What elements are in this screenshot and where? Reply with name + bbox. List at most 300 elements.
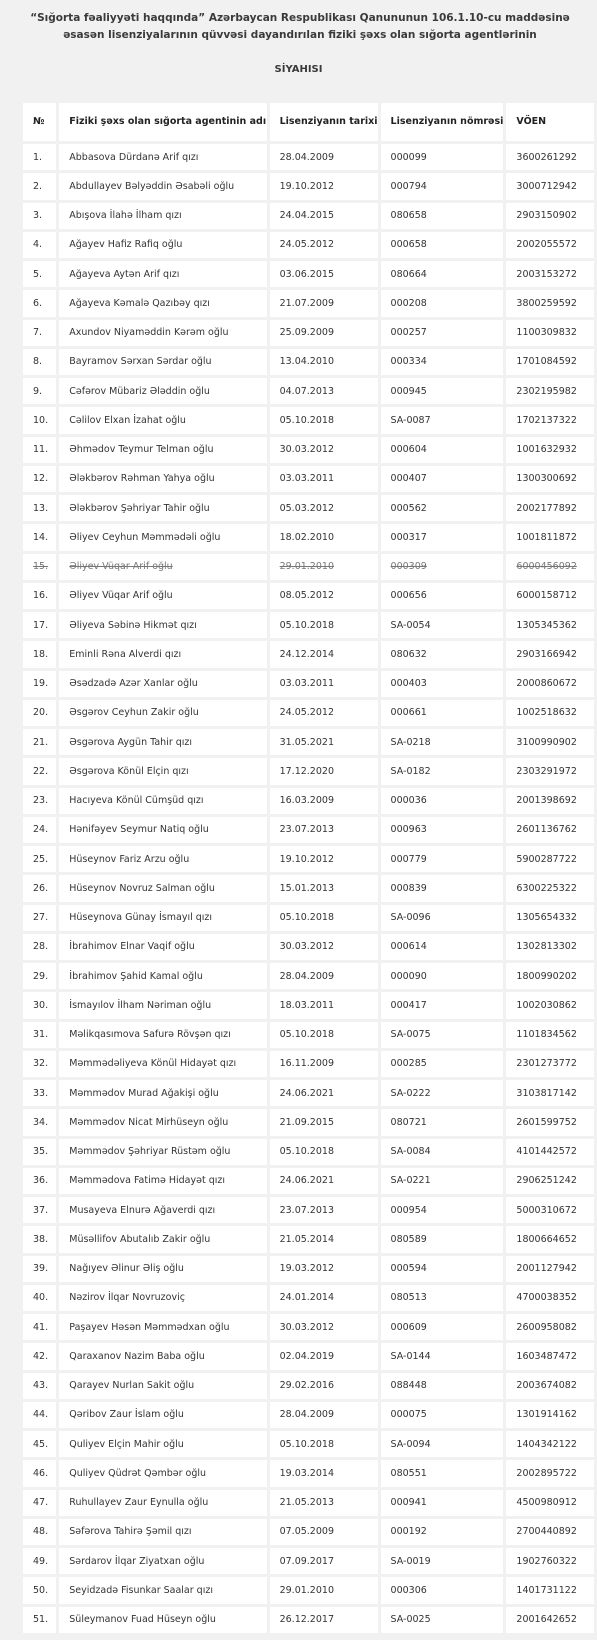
cell-voen: 1800664652 xyxy=(506,1226,594,1252)
cell-agent-name: Abdullayev Bəlyəddin Əsabəli oğlu xyxy=(59,173,266,199)
cell-agent-name: Sərdarov İlqar Ziyatxan oğlu xyxy=(59,1548,266,1574)
table-row xyxy=(23,729,594,755)
cell-voen: 6000158712 xyxy=(506,583,594,609)
cell-license-number: SA-0075 xyxy=(381,1022,504,1048)
table-row xyxy=(23,1519,594,1545)
table-row xyxy=(23,1080,594,1106)
cell-license-number: 000594 xyxy=(381,1256,504,1282)
cell-number: 32. xyxy=(23,1051,56,1077)
cell-agent-name: Seyidzadə Fisunkar Saalar qızı xyxy=(59,1577,266,1603)
cell-license-date: 18.03.2011 xyxy=(270,992,378,1018)
cell-license-number: 000090 xyxy=(381,963,504,989)
cell-voen: 2903166942 xyxy=(506,641,594,667)
cell-license-number: 000604 xyxy=(381,437,504,463)
cell-voen: 2001642652 xyxy=(506,1607,594,1633)
cell-voen: 1404342122 xyxy=(506,1431,594,1457)
cell-number: 47. xyxy=(23,1490,56,1516)
table-row xyxy=(23,1402,594,1428)
table-row xyxy=(23,934,594,960)
cell-license-number: 000334 xyxy=(381,349,504,375)
cell-voen: 2601599752 xyxy=(506,1109,594,1135)
cell-license-date: 19.10.2012 xyxy=(270,846,378,872)
table-row xyxy=(23,1022,594,1048)
cell-license-date: 30.03.2012 xyxy=(270,437,378,463)
cell-voen: 2002177892 xyxy=(506,495,594,521)
cell-voen: 1305654332 xyxy=(506,905,594,931)
cell-voen: 1902760322 xyxy=(506,1548,594,1574)
cell-voen: 4500980912 xyxy=(506,1490,594,1516)
table-row xyxy=(23,1051,594,1077)
cell-license-number: SA-0025 xyxy=(381,1607,504,1633)
table-row xyxy=(23,1139,594,1165)
cell-license-date: 24.05.2012 xyxy=(270,232,378,258)
table-row xyxy=(23,349,594,375)
cell-license-date: 19.03.2012 xyxy=(270,1256,378,1282)
cell-license-date: 05.10.2018 xyxy=(270,407,378,433)
cell-license-number: 000036 xyxy=(381,788,504,814)
table-row xyxy=(23,173,594,199)
cell-license-date: 24.01.2014 xyxy=(270,1285,378,1311)
table-row xyxy=(23,641,594,667)
cell-license-number: 000839 xyxy=(381,875,504,901)
cell-voen: 1002030862 xyxy=(506,992,594,1018)
table-row xyxy=(23,963,594,989)
cell-license-date: 21.05.2013 xyxy=(270,1490,378,1516)
header-license-number: Lisenziyanın nömrəsi xyxy=(381,103,504,141)
cell-license-number: 080632 xyxy=(381,641,504,667)
cell-agent-name: Ələkbərov Rəhman Yahya oğlu xyxy=(59,466,266,492)
table-row xyxy=(23,1490,594,1516)
cell-number: 37. xyxy=(23,1197,56,1223)
cell-agent-name: Hüseynova Günay İsmayıl qızı xyxy=(59,905,266,931)
cell-agent-name: Məmmədova Fatimə Hidayət qızı xyxy=(59,1168,266,1194)
table-row xyxy=(23,1226,594,1252)
table-row xyxy=(23,232,594,258)
table-row xyxy=(23,407,594,433)
cell-number: 41. xyxy=(23,1314,56,1340)
cell-agent-name: İbrahimov Şahid Kamal oğlu xyxy=(59,963,266,989)
cell-voen: 1001811872 xyxy=(506,524,594,550)
cell-number: 18. xyxy=(23,641,56,667)
cell-number: 10. xyxy=(23,407,56,433)
cell-agent-name: İbrahimov Elnar Vaqif oğlu xyxy=(59,934,266,960)
cell-license-date: 05.03.2012 xyxy=(270,495,378,521)
cell-license-number: 000208 xyxy=(381,290,504,316)
table-row xyxy=(23,1314,594,1340)
cell-license-date: 29.02.2016 xyxy=(270,1373,378,1399)
table-row xyxy=(23,846,594,872)
cell-number: 20. xyxy=(23,700,56,726)
cell-agent-name: Ağayev Hafiz Rafiq oğlu xyxy=(59,232,266,258)
cell-license-date: 23.07.2013 xyxy=(270,1197,378,1223)
cell-agent-name: Abbasova Dürdanə Arif qızı xyxy=(59,144,266,170)
cell-agent-name: Əliyev Vüqar Arif oğlu xyxy=(59,583,266,609)
cell-voen: 3600261292 xyxy=(506,144,594,170)
cell-agent-name: Eminli Rəna Alverdi qızı xyxy=(59,641,266,667)
cell-license-number: 000317 xyxy=(381,524,504,550)
table-row xyxy=(23,466,594,492)
cell-license-number: 080658 xyxy=(381,203,504,229)
cell-voen: 2601136762 xyxy=(506,817,594,843)
cell-number: 26. xyxy=(23,875,56,901)
cell-agent-name: Müsəllifov Abutalıb Zakir oğlu xyxy=(59,1226,266,1252)
cell-license-date: 16.03.2009 xyxy=(270,788,378,814)
table-row xyxy=(23,1256,594,1282)
cell-license-date: 28.04.2009 xyxy=(270,144,378,170)
cell-voen: 2302195982 xyxy=(506,378,594,404)
cell-license-date: 21.05.2014 xyxy=(270,1226,378,1252)
cell-voen: 1800990202 xyxy=(506,963,594,989)
cell-agent-name: Məmmədov Şəhriyar Rüstəm oğlu xyxy=(59,1139,266,1165)
cell-number: 29. xyxy=(23,963,56,989)
cell-license-number: 000417 xyxy=(381,992,504,1018)
cell-number: 50. xyxy=(23,1577,56,1603)
table-row xyxy=(23,1343,594,1369)
cell-license-number: SA-0054 xyxy=(381,612,504,638)
table-row xyxy=(23,1548,594,1574)
cell-number: 22. xyxy=(23,758,56,784)
cell-license-number: 000658 xyxy=(381,232,504,258)
cell-agent-name: Hüseynov Fariz Arzu oğlu xyxy=(59,846,266,872)
table-row xyxy=(23,554,594,580)
cell-license-number: 080664 xyxy=(381,261,504,287)
cell-license-number: SA-0218 xyxy=(381,729,504,755)
cell-license-date: 04.07.2013 xyxy=(270,378,378,404)
cell-voen: 2003153272 xyxy=(506,261,594,287)
cell-agent-name: Ələkbərov Şəhriyar Tahir oğlu xyxy=(59,495,266,521)
table-row xyxy=(23,671,594,697)
cell-number: 24. xyxy=(23,817,56,843)
cell-number: 30. xyxy=(23,992,56,1018)
cell-license-date: 25.09.2009 xyxy=(270,320,378,346)
cell-license-number: SA-0182 xyxy=(381,758,504,784)
cell-license-date: 03.03.2011 xyxy=(270,671,378,697)
cell-license-date: 23.07.2013 xyxy=(270,817,378,843)
cell-agent-name: Musayeva Elnurə Ağaverdi qızı xyxy=(59,1197,266,1223)
cell-voen: 2002055572 xyxy=(506,232,594,258)
cell-voen: 1301914162 xyxy=(506,1402,594,1428)
cell-voen: 2700440892 xyxy=(506,1519,594,1545)
cell-agent-name: Əsədzadə Azər Xanlar oğlu xyxy=(59,671,266,697)
cell-agent-name: Qəribov Zaur İslam oğlu xyxy=(59,1402,266,1428)
table-row xyxy=(23,758,594,784)
cell-voen: 6300225322 xyxy=(506,875,594,901)
table-row xyxy=(23,992,594,1018)
cell-license-number: 080551 xyxy=(381,1460,504,1486)
cell-license-date: 07.09.2017 xyxy=(270,1548,378,1574)
cell-voen: 1305345362 xyxy=(506,612,594,638)
cell-license-date: 08.05.2012 xyxy=(270,583,378,609)
cell-license-date: 19.03.2014 xyxy=(270,1460,378,1486)
cell-voen: 3800259592 xyxy=(506,290,594,316)
table-row xyxy=(23,1577,594,1603)
cell-license-number: 000661 xyxy=(381,700,504,726)
cell-agent-name: Əsgərova Aygün Tahir qızı xyxy=(59,729,266,755)
cell-license-number: 000257 xyxy=(381,320,504,346)
cell-voen: 2001127942 xyxy=(506,1256,594,1282)
cell-license-number: 000656 xyxy=(381,583,504,609)
cell-number: 14. xyxy=(23,524,56,550)
cell-agent-name: Nağıyev Əlinur Əliş oğlu xyxy=(59,1256,266,1282)
cell-number: 6. xyxy=(23,290,56,316)
cell-agent-name: Əsgərova Könül Elçin qızı xyxy=(59,758,266,784)
cell-number: 48. xyxy=(23,1519,56,1545)
cell-license-date: 13.04.2010 xyxy=(270,349,378,375)
table-row xyxy=(23,1373,594,1399)
cell-voen: 5000310672 xyxy=(506,1197,594,1223)
cell-license-date: 30.03.2012 xyxy=(270,934,378,960)
cell-license-number: 080589 xyxy=(381,1226,504,1252)
cell-license-date: 28.04.2009 xyxy=(270,963,378,989)
cell-voen: 2600958082 xyxy=(506,1314,594,1340)
cell-number: 23. xyxy=(23,788,56,814)
cell-agent-name: Ağayeva Aytən Arif qızı xyxy=(59,261,266,287)
cell-number: 46. xyxy=(23,1460,56,1486)
cell-voen: 3103817142 xyxy=(506,1080,594,1106)
cell-number: 16. xyxy=(23,583,56,609)
cell-agent-name: Qarayev Nurlan Sakit oğlu xyxy=(59,1373,266,1399)
table-row xyxy=(23,320,594,346)
cell-license-date: 28.04.2009 xyxy=(270,1402,378,1428)
table-row xyxy=(23,378,594,404)
cell-agent-name: Quliyev Elçin Mahir oğlu xyxy=(59,1431,266,1457)
cell-agent-name: Məmmədov Murad Ağakişi oğlu xyxy=(59,1080,266,1106)
cell-number: 49. xyxy=(23,1548,56,1574)
cell-number: 42. xyxy=(23,1343,56,1369)
cell-license-number: 088448 xyxy=(381,1373,504,1399)
table-row xyxy=(23,1197,594,1223)
cell-license-number: 000614 xyxy=(381,934,504,960)
cell-agent-name: Süleymanov Fuad Hüseyn oğlu xyxy=(59,1607,266,1633)
cell-license-number: SA-0087 xyxy=(381,407,504,433)
cell-agent-name: İsmayılov İlham Nəriman oğlu xyxy=(59,992,266,1018)
cell-agent-name: Əsgərov Ceyhun Zakir oğlu xyxy=(59,700,266,726)
cell-agent-name: Axundov Niyaməddin Kərəm oğlu xyxy=(59,320,266,346)
cell-license-date: 24.06.2021 xyxy=(270,1080,378,1106)
cell-number: 34. xyxy=(23,1109,56,1135)
cell-voen: 1101834562 xyxy=(506,1022,594,1048)
cell-number: 27. xyxy=(23,905,56,931)
agents-table xyxy=(20,100,597,1636)
table-row xyxy=(23,875,594,901)
cell-license-number: 000099 xyxy=(381,144,504,170)
cell-agent-name: Cəfərov Mübariz Ələddin oğlu xyxy=(59,378,266,404)
cell-number: 44. xyxy=(23,1402,56,1428)
table-row xyxy=(23,261,594,287)
cell-agent-name: Məlikqasımova Safurə Rövşən qızı xyxy=(59,1022,266,1048)
cell-number: 51. xyxy=(23,1607,56,1633)
cell-license-date: 05.10.2018 xyxy=(270,905,378,931)
table-row xyxy=(23,1607,594,1633)
document-title: “Sığorta fəaliyyəti haqqında” Azərbaycan Respublikası Qanununun 106.1.10-cu maddəsinə əsasən lisenziyalarının qüvvəsi dayandırılan fiziki şəxs olan sığorta agentlərinin xyxy=(30,12,570,41)
cell-number: 31. xyxy=(23,1022,56,1048)
cell-number: 25. xyxy=(23,846,56,872)
cell-voen: 2000860672 xyxy=(506,671,594,697)
table-row xyxy=(23,203,594,229)
cell-number: 36. xyxy=(23,1168,56,1194)
cell-license-number: 000963 xyxy=(381,817,504,843)
cell-voen: 1702137322 xyxy=(506,407,594,433)
cell-license-number: 000794 xyxy=(381,173,504,199)
table-row xyxy=(23,1168,594,1194)
table-row xyxy=(23,817,594,843)
cell-voen: 1300300692 xyxy=(506,466,594,492)
cell-number: 33. xyxy=(23,1080,56,1106)
cell-license-date: 26.12.2017 xyxy=(270,1607,378,1633)
table-body xyxy=(23,144,594,1633)
cell-agent-name: Qaraxanov Nazim Baba oğlu xyxy=(59,1343,266,1369)
cell-license-date: 24.12.2014 xyxy=(270,641,378,667)
cell-voen: 3100990902 xyxy=(506,729,594,755)
cell-agent-name: Cəlilov Elxan İzahat oğlu xyxy=(59,407,266,433)
cell-voen: 1401731122 xyxy=(506,1577,594,1603)
cell-agent-name: Quliyev Qüdrət Qəmbər oğlu xyxy=(59,1460,266,1486)
header-agent-name: Fiziki şəxs olan sığorta agentinin adı xyxy=(59,103,266,141)
cell-voen: 4700038352 xyxy=(506,1285,594,1311)
cell-voen: 1701084592 xyxy=(506,349,594,375)
table-row xyxy=(23,437,594,463)
header-license-date: Lisenziyanın tarixi xyxy=(270,103,378,141)
cell-voen: 4101442572 xyxy=(506,1139,594,1165)
cell-agent-name: Əliyeva Səbinə Hikmət qızı xyxy=(59,612,266,638)
cell-license-date: 03.06.2015 xyxy=(270,261,378,287)
cell-voen: 1002518632 xyxy=(506,700,594,726)
table-row xyxy=(23,788,594,814)
cell-license-number: 000954 xyxy=(381,1197,504,1223)
cell-agent-name: Əliyev Vüqar Arif oğlu xyxy=(59,554,266,580)
table-row xyxy=(23,524,594,550)
cell-agent-name: Ağayeva Kəmalə Qazıbəy qızı xyxy=(59,290,266,316)
cell-license-date: 15.01.2013 xyxy=(270,875,378,901)
cell-license-date: 30.03.2012 xyxy=(270,1314,378,1340)
cell-number: 17. xyxy=(23,612,56,638)
cell-voen: 2001398692 xyxy=(506,788,594,814)
cell-license-date: 02.04.2019 xyxy=(270,1343,378,1369)
cell-license-number: 000779 xyxy=(381,846,504,872)
cell-license-date: 18.02.2010 xyxy=(270,524,378,550)
table-row xyxy=(23,612,594,638)
cell-agent-name: Hacıyeva Könül Cümşüd qızı xyxy=(59,788,266,814)
cell-license-number: SA-0084 xyxy=(381,1139,504,1165)
cell-license-number: 000285 xyxy=(381,1051,504,1077)
cell-number: 2. xyxy=(23,173,56,199)
cell-license-date: 24.05.2012 xyxy=(270,700,378,726)
cell-number: 15. xyxy=(23,554,56,580)
cell-number: 28. xyxy=(23,934,56,960)
cell-license-number: 000192 xyxy=(381,1519,504,1545)
cell-license-number: 000075 xyxy=(381,1402,504,1428)
cell-license-number: SA-0019 xyxy=(381,1548,504,1574)
cell-license-date: 24.04.2015 xyxy=(270,203,378,229)
cell-license-date: 05.10.2018 xyxy=(270,1431,378,1457)
cell-license-date: 24.06.2021 xyxy=(270,1168,378,1194)
cell-license-number: SA-0144 xyxy=(381,1343,504,1369)
cell-license-number: 000403 xyxy=(381,671,504,697)
cell-voen: 2903150902 xyxy=(506,203,594,229)
cell-license-number: SA-0222 xyxy=(381,1080,504,1106)
cell-voen: 5900287722 xyxy=(506,846,594,872)
cell-number: 40. xyxy=(23,1285,56,1311)
cell-voen: 6000456092 xyxy=(506,554,594,580)
cell-license-number: 080513 xyxy=(381,1285,504,1311)
cell-agent-name: Səfərova Tahirə Şəmil qızı xyxy=(59,1519,266,1545)
cell-agent-name: Bayramov Sərxan Sərdar oğlu xyxy=(59,349,266,375)
table-row xyxy=(23,1285,594,1311)
cell-agent-name: Əhmədov Teymur Telman oğlu xyxy=(59,437,266,463)
cell-agent-name: Nəzirov İlqar Novruzoviç xyxy=(59,1285,266,1311)
table-row xyxy=(23,495,594,521)
cell-license-date: 03.03.2011 xyxy=(270,466,378,492)
table-row xyxy=(23,700,594,726)
cell-voen: 2003674082 xyxy=(506,1373,594,1399)
cell-agent-name: Hüseynov Novruz Salman oğlu xyxy=(59,875,266,901)
cell-voen: 1302813302 xyxy=(506,934,594,960)
table-row xyxy=(23,583,594,609)
table-row xyxy=(23,290,594,316)
cell-voen: 1603487472 xyxy=(506,1343,594,1369)
cell-agent-name: Məmmədəliyeva Könül Hidayət qızı xyxy=(59,1051,266,1077)
cell-number: 19. xyxy=(23,671,56,697)
cell-license-number: SA-0094 xyxy=(381,1431,504,1457)
cell-license-number: 080721 xyxy=(381,1109,504,1135)
cell-number: 3. xyxy=(23,203,56,229)
cell-license-date: 17.12.2020 xyxy=(270,758,378,784)
cell-license-number: 000407 xyxy=(381,466,504,492)
cell-number: 12. xyxy=(23,466,56,492)
cell-voen: 3000712942 xyxy=(506,173,594,199)
document-subtitle: SİYAHISI xyxy=(274,64,323,75)
cell-number: 35. xyxy=(23,1139,56,1165)
cell-number: 21. xyxy=(23,729,56,755)
header-voen: VÖEN xyxy=(506,103,594,141)
table-header-row xyxy=(23,103,594,141)
cell-license-date: 05.10.2018 xyxy=(270,1139,378,1165)
cell-license-date: 31.05.2021 xyxy=(270,729,378,755)
cell-license-date: 29.01.2010 xyxy=(270,1577,378,1603)
cell-license-number: 000306 xyxy=(381,1577,504,1603)
cell-license-number: 000609 xyxy=(381,1314,504,1340)
cell-license-number: SA-0221 xyxy=(381,1168,504,1194)
cell-license-date: 16.11.2009 xyxy=(270,1051,378,1077)
header-number: № xyxy=(23,103,56,141)
cell-number: 8. xyxy=(23,349,56,375)
cell-license-date: 05.10.2018 xyxy=(270,612,378,638)
table-row xyxy=(23,1431,594,1457)
cell-license-date: 19.10.2012 xyxy=(270,173,378,199)
cell-license-date: 21.07.2009 xyxy=(270,290,378,316)
cell-number: 7. xyxy=(23,320,56,346)
cell-number: 43. xyxy=(23,1373,56,1399)
cell-agent-name: Paşayev Həsən Məmmədxan oğlu xyxy=(59,1314,266,1340)
table-row xyxy=(23,905,594,931)
cell-agent-name: Ruhullayev Zaur Eynulla oğlu xyxy=(59,1490,266,1516)
cell-license-date: 29.01.2010 xyxy=(270,554,378,580)
cell-license-number: 000941 xyxy=(381,1490,504,1516)
cell-agent-name: Əliyev Ceyhun Məmmədəli oğlu xyxy=(59,524,266,550)
cell-license-number: 000309 xyxy=(381,554,504,580)
cell-number: 39. xyxy=(23,1256,56,1282)
cell-voen: 1100309832 xyxy=(506,320,594,346)
table-row xyxy=(23,1460,594,1486)
cell-voen: 2002895722 xyxy=(506,1460,594,1486)
cell-license-number: SA-0096 xyxy=(381,905,504,931)
cell-agent-name: Məmmədov Nicat Mirhüseyn oğlu xyxy=(59,1109,266,1135)
cell-number: 11. xyxy=(23,437,56,463)
table-row xyxy=(23,1109,594,1135)
cell-license-date: 05.10.2018 xyxy=(270,1022,378,1048)
cell-license-number: 000562 xyxy=(381,495,504,521)
cell-license-date: 07.05.2009 xyxy=(270,1519,378,1545)
